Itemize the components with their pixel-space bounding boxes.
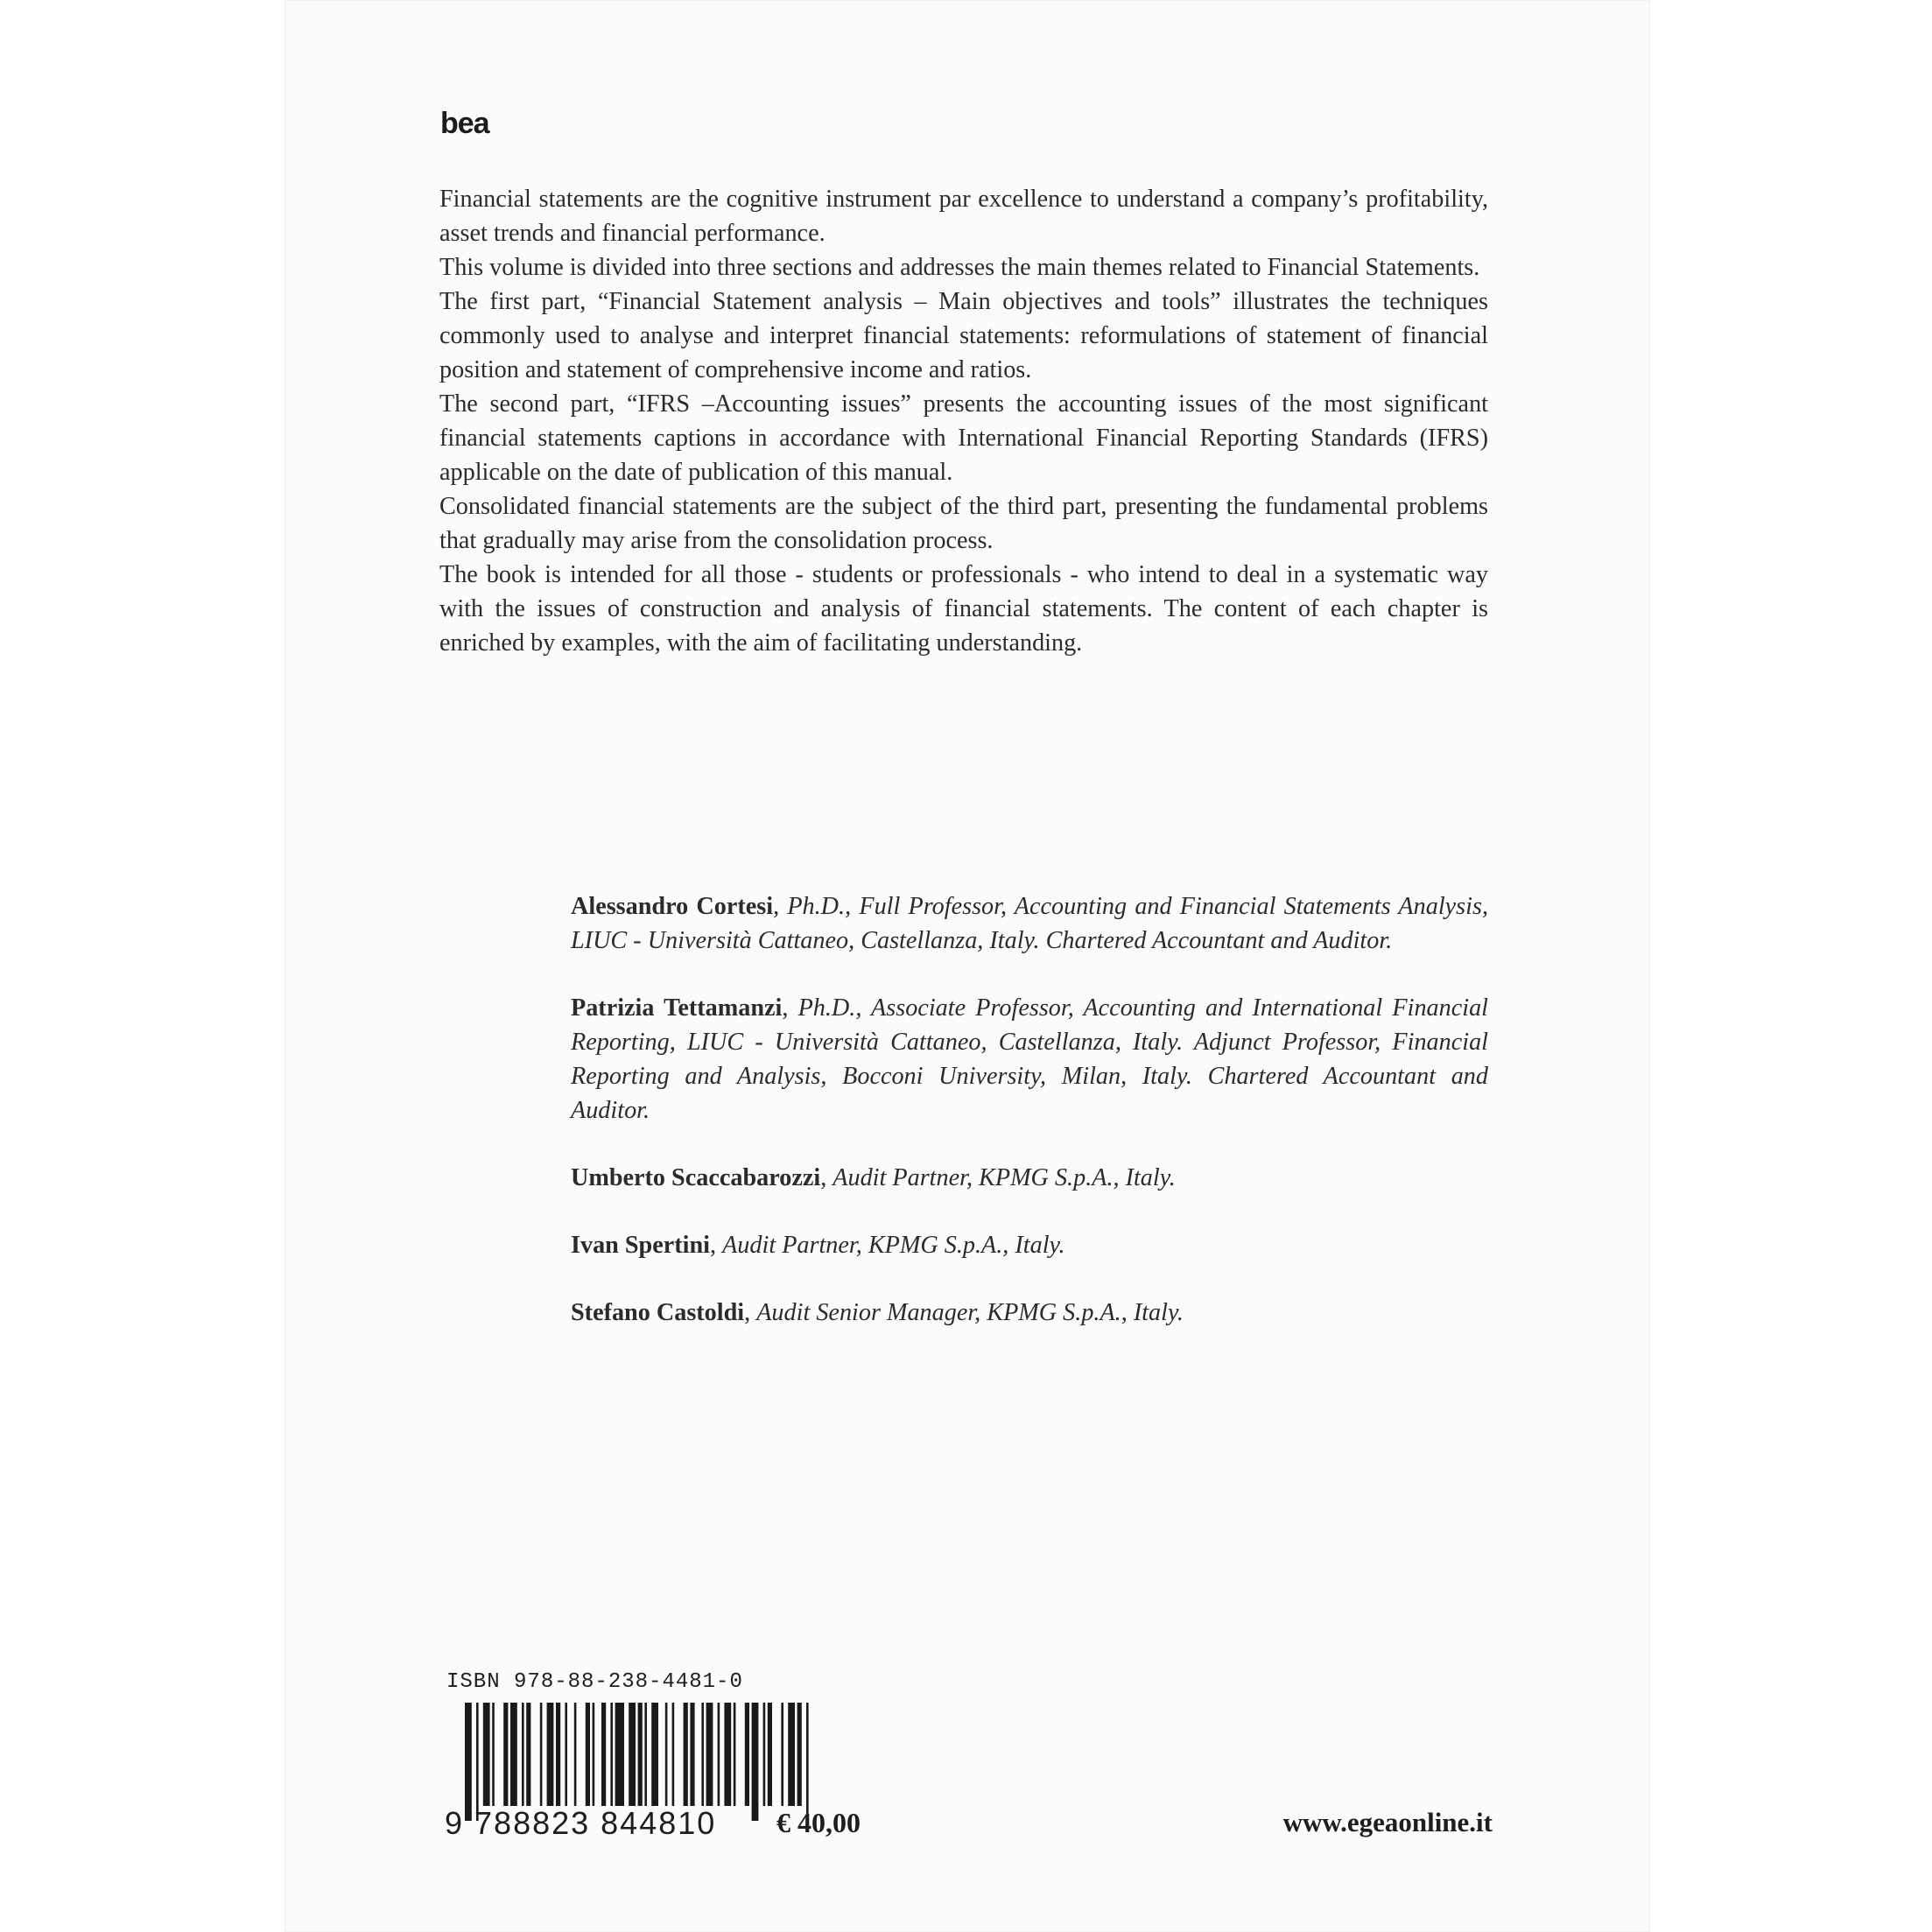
author-entry: Patrizia Tettamanzi, Ph.D., Associate Professor, Accounting and International Financial Reporting, LIUC - Università Cattaneo, Castellanza, Italy. Adjunct Professor, Financial Reporting and Analysis, Bocconi University, Milan, Italy. Chartered Accountant and Auditor. — [571, 994, 1489, 1124]
blurb-paragraph: The first part, “Financial Statement analysis – Main objectives and tools” illustrates the techniques commonly used to analyse and interpret financial statements: reformulations of statement of financial position and statement of comprehensive income and ratios. — [439, 288, 1488, 383]
author-name: Alessandro Cortesi — [571, 893, 774, 920]
author-list — [571, 889, 1488, 1363]
author-bio: Ph.D., Associate Professor, Accounting and International Financial Reporting, LIUC - Università Cattaneo, Castellanza, Italy. Adjunct Professor, Financial Reporting and Analysis, Bocconi University, Milan, Italy. Chartered Accountant and Auditor. — [571, 994, 1489, 1124]
book-description — [439, 182, 1488, 660]
author-entry: Umberto Scaccabarozzi, Audit Partner, KPMG S.p.A., Italy. — [571, 1164, 1176, 1191]
price-label: € 40,00 — [776, 1807, 861, 1838]
isbn-label: ISBN 978-88-238-4481-0 — [446, 1670, 743, 1694]
author-bio: Ph.D., Full Professor, Accounting and Financial Statements Analysis, LIUC - Università Cattaneo, Castellanza, Italy. Chartered Accountant and Auditor. — [571, 893, 1489, 954]
blurb-paragraph: The book is intended for all those - students or professionals - who intend to deal in a systematic way with the issues of construction and analysis of financial statements. The content of each chapter is enriched by examples, with the aim of facilitating understanding. — [439, 561, 1488, 657]
blurb-paragraph: This volume is divided into three sections and addresses the main themes related to Financial Statements. — [439, 254, 1480, 281]
author-name: Ivan Spertini — [571, 1232, 710, 1259]
publisher-website: www.egeaonline.it — [1282, 1807, 1493, 1837]
author-bio: Audit Senior Manager, KPMG S.p.A., Italy. — [756, 1299, 1184, 1326]
blurb-paragraph: The second part, “IFRS –Accounting issues” presents the accounting issues of the most significant financial statements captions in accordance with International Financial Reporting Standards (IFRS) applicable on the date of publication of this manual. — [439, 390, 1488, 486]
author-name: Umberto Scaccabarozzi — [571, 1164, 821, 1191]
blurb-paragraph: Consolidated financial statements are the subject of the third part, presenting the fundamental problems that gradually may arise from the consolidation process. — [439, 493, 1488, 554]
author-entry: Ivan Spertini, Audit Partner, KPMG S.p.A., Italy. — [571, 1232, 1065, 1259]
publisher-logo: bea — [440, 107, 489, 140]
author-entry: Stefano Castoldi, Audit Senior Manager, KPMG S.p.A., Italy. — [571, 1299, 1184, 1326]
blurb-paragraph: Financial statements are the cognitive instrument par excellence to understand a company’s profitability, asset trends and financial performance. — [439, 186, 1488, 247]
author-bio: Audit Partner, KPMG S.p.A., Italy. — [722, 1232, 1065, 1259]
author-entry: Alessandro Cortesi, Ph.D., Full Professor, Accounting and Financial Statements Analysis, LIUC - Università Cattaneo, Castellanza, Italy. Chartered Accountant and Auditor. — [571, 893, 1489, 954]
author-name: Patrizia Tettamanzi — [571, 994, 783, 1022]
barcode-digits: 9 788823 844810 — [445, 1805, 717, 1841]
back-cover — [285, 0, 1650, 1932]
author-bio: Audit Partner, KPMG S.p.A., Italy. — [833, 1164, 1176, 1191]
author-name: Stefano Castoldi — [571, 1299, 745, 1326]
barcode-image — [465, 1703, 1004, 1821]
